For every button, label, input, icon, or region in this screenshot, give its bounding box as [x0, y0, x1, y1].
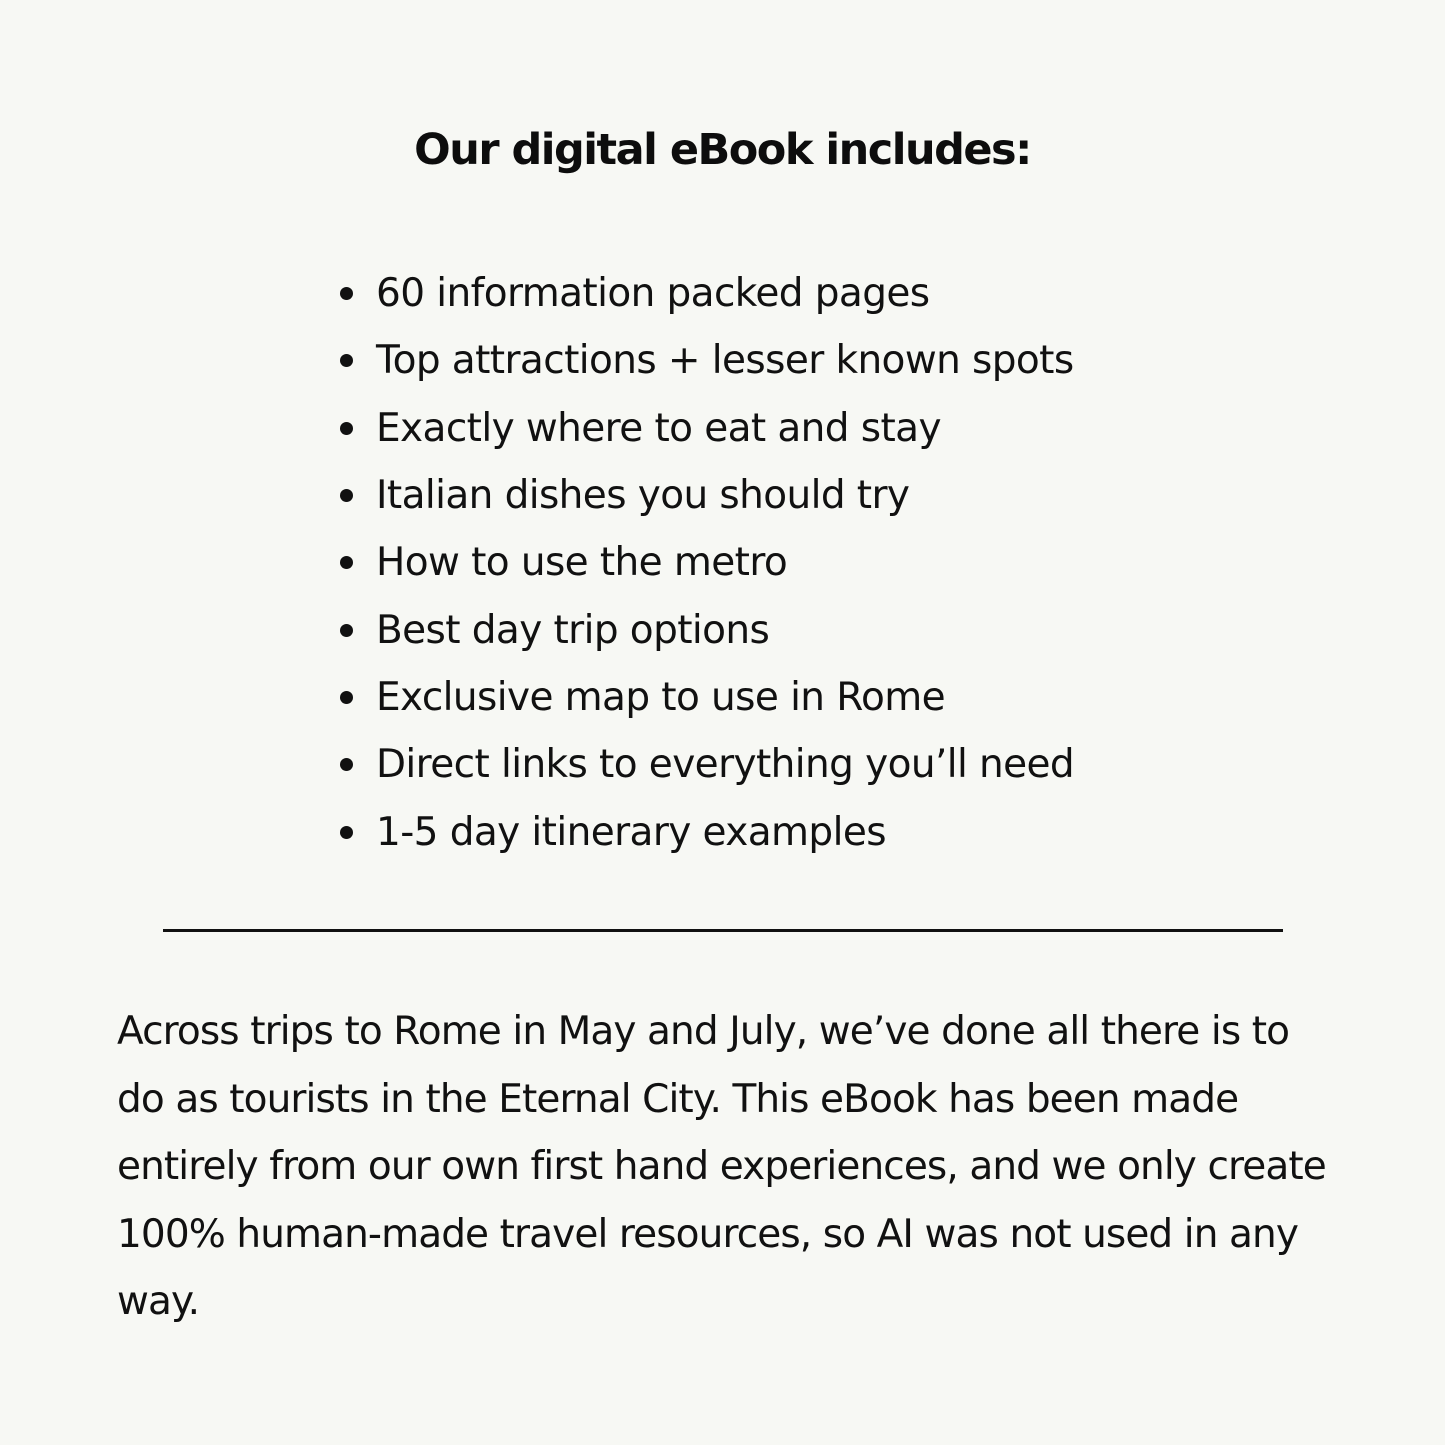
bullet-icon: [340, 422, 353, 435]
feature-text: Exclusive map to use in Rome: [376, 674, 946, 720]
feature-text: Direct links to everything you’ll need: [376, 742, 1075, 788]
page-title: Our digital eBook includes:: [414, 125, 1031, 175]
list-item: [340, 462, 1074, 529]
feature-list: [340, 260, 1074, 866]
bullet-icon: [340, 826, 353, 839]
bullet-icon: [340, 354, 353, 367]
feature-text: Best day trip options: [376, 607, 770, 653]
bullet-icon: [340, 758, 353, 771]
list-item: [340, 395, 1074, 462]
bullet-icon: [340, 489, 353, 502]
list-item: [340, 529, 1074, 596]
feature-text: How to use the metro: [376, 540, 788, 586]
bullet-icon: [340, 287, 353, 300]
list-item: [340, 260, 1074, 327]
bullet-icon: [340, 691, 353, 704]
description-paragraph: Across trips to Rome in May and July, we’ve done all there is to do as tourists in the Eternal City. This eBook has been made entirely from our own first hand experiences, and we only create 100% human-made travel resources, so AI was not used in any way.: [117, 1009, 1326, 1324]
bullet-icon: [340, 556, 353, 569]
bullet-icon: [340, 624, 353, 637]
list-item: [340, 327, 1074, 394]
feature-text: Top attractions + lesser known spots: [376, 338, 1074, 384]
list-item: [340, 798, 1074, 865]
divider: [163, 929, 1283, 932]
feature-text: 60 information packed pages: [376, 271, 930, 317]
list-item: [340, 596, 1074, 663]
feature-text: Italian dishes you should try: [376, 473, 910, 519]
feature-text: 1-5 day itinerary examples: [376, 809, 886, 855]
list-item: [340, 731, 1074, 798]
list-item: [340, 664, 1074, 731]
feature-text: Exactly where to eat and stay: [376, 405, 941, 451]
